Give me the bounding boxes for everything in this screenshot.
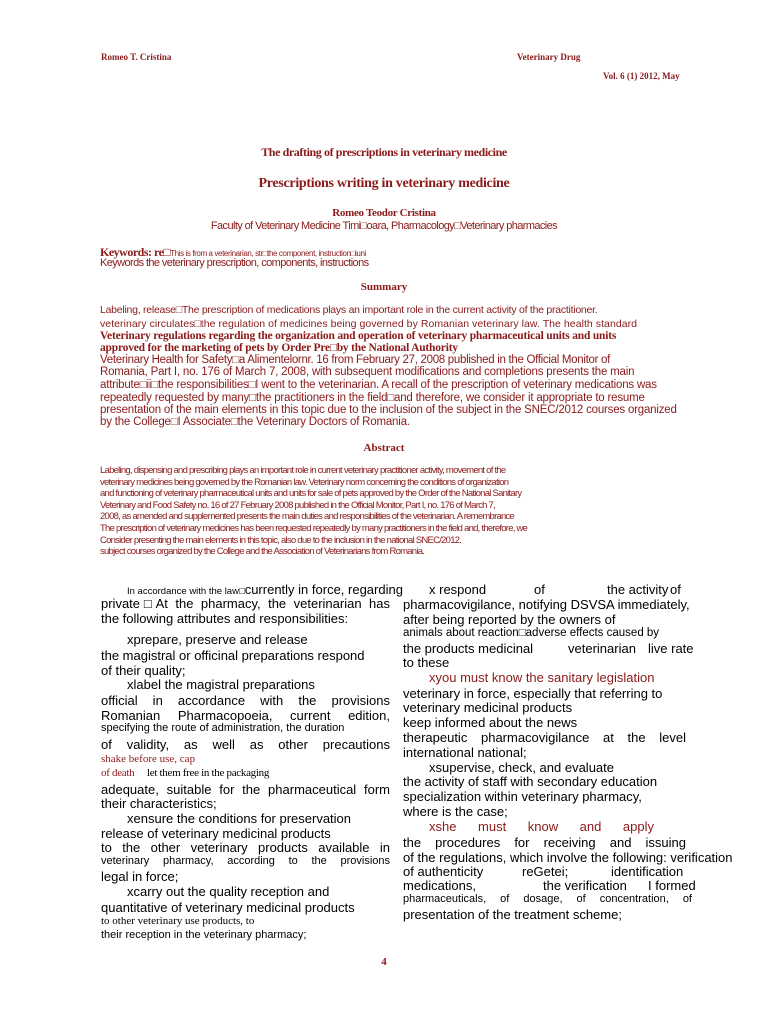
right-column-line: specialization within veterinary pharmacy,	[403, 789, 642, 804]
left-column-line: of validity, as well as other precautions	[101, 737, 390, 752]
left-column-line: veterinary pharmacy, according to the provisions	[101, 855, 390, 867]
summary-line: veterinary circulates□the regulation of medicines being governed by Romanian veterinary law. The health standard	[100, 318, 638, 330]
summary-line: presentation of the main elements in this topic due to the inclusion of the subject in the SNEC/2012 courses organized	[100, 404, 677, 416]
summary-line: Romania, Part I, no. 176 of March 7, 2008, with subsequent modifications and completions presents the main	[100, 366, 635, 378]
summary-line: attribute□ii□the responsibilities□I went to the veterinarian. A recall of the prescription of veterinary medications was	[100, 379, 657, 391]
left-column-line: their characteristics;	[101, 796, 217, 811]
left-column-line: legal in force;	[101, 869, 179, 884]
right-column-line: I formed	[648, 878, 696, 893]
left-column-line: xprepare, preserve and release	[127, 632, 308, 647]
left-column-line: let them free in the packaging	[147, 767, 270, 779]
author-name: Romeo Teodor Cristina	[332, 207, 436, 219]
title-english: Prescriptions writing in veterinary medicine	[258, 176, 510, 191]
left-column-line: private□At the pharmacy, the veterinarian has	[101, 596, 390, 611]
right-column-line: of	[534, 582, 545, 597]
abstract-heading: Abstract	[363, 442, 405, 454]
abstract-line: 2008, as amended and supplemented presents the main duties and responsibilities of the veterinarian. A remembrance	[100, 511, 515, 523]
left-column-line: to the other veterinary products available in	[101, 840, 390, 855]
keywords-label: Keywords: re□	[100, 245, 171, 259]
left-column-line: of death	[101, 767, 135, 779]
right-column-line: the activity	[607, 582, 669, 597]
left-column-line: their reception in the veterinary pharmacy;	[101, 929, 307, 941]
right-column-line: xsupervise, check, and evaluate	[429, 760, 614, 775]
summary-heading: Summary	[360, 281, 408, 293]
abstract-line: veterinary medicines being governed by the Romanian law. Veterinary norm concerning the conditions of organization	[100, 476, 509, 488]
summary-line: by the College□I Associate□the Veterinary Doctors of Romania.	[100, 416, 410, 428]
left-column-line: shake before use, cap	[101, 753, 196, 765]
right-column-line: veterinarian	[568, 641, 636, 656]
summary-line: repeatedly requested by many□the practitioners in the field□and therefore, we consider it appropriate to resume	[100, 392, 645, 404]
left-column-line: official in accordance with the provisions	[101, 693, 390, 708]
abstract-line: subject courses organized by the College and the Association of Veterinarians from Romania.	[100, 546, 425, 558]
affiliation: Faculty of Veterinary Medicine Timi□oara, Pharmacology□Veterinary pharmacies	[210, 220, 558, 232]
right-column-line: x respond	[429, 582, 487, 597]
right-column-line: veterinary medicinal products	[403, 700, 573, 715]
page-number: 4	[381, 956, 387, 968]
right-column-line: keep informed about the news	[403, 715, 578, 730]
left-intro-normal: currently in force, regarding	[244, 582, 403, 597]
abstract-line: Labeling, dispensing and prescribing plays an important role in current veterinary practitioner activity, movement of the	[100, 465, 506, 476]
right-column-line: reGetei;	[522, 864, 569, 879]
abstract-line: and functioning of veterinary pharmaceutical units and units for sale of pets approved by the Order of the National Sanitary	[100, 488, 522, 500]
summary-line: Veterinary regulations regarding the organization and operation of veterinary pharmaceutical units and units	[100, 330, 617, 342]
right-column-line: xshe must know and apply	[429, 819, 654, 834]
left-column-line: the magistral or officinal preparations respond	[101, 648, 365, 663]
left-column-line: to other veterinary use products, to	[101, 915, 255, 927]
right-column-line: xyou must know the sanitary legislation	[429, 670, 655, 685]
summary-line: Labeling, release□The prescription of medications plays an important role in the current activity of the practitioner.	[100, 304, 598, 316]
left-column-line: xcarry out the quality reception and	[127, 884, 330, 899]
right-column-line: the activity of staff with secondary education	[403, 774, 658, 789]
right-column-line: medications,	[403, 878, 476, 893]
right-column-line: pharmaceuticals, of dosage, of concentration, of	[403, 893, 692, 905]
left-intro-small: In accordance with the law□	[127, 586, 245, 597]
left-column-line: the following attributes and responsibilities:	[101, 611, 349, 626]
left-column-line: xensure the conditions for preservation	[127, 811, 352, 826]
summary-line: approved for the marketing of pets by Order Pre□by the National Authority	[100, 342, 458, 354]
right-column-line: identification	[611, 864, 684, 879]
right-column-line: international national;	[403, 745, 527, 760]
left-column-line: Romanian Pharmacopoeia, current edition,	[101, 708, 390, 723]
left-column-line: adequate, suitable for the pharmaceutical form	[101, 782, 390, 797]
abstract-line: The prescription of veterinary medicines has been requested repeatedly by many practitioners in the field and, therefore, we	[100, 523, 528, 534]
right-column-line: to these	[403, 655, 450, 670]
running-header-author: Romeo T. Cristina	[101, 52, 172, 62]
left-column-line: xlabel the magistral preparations	[127, 677, 315, 692]
right-column-line: where is the case;	[403, 804, 508, 819]
right-column-line: of	[670, 582, 681, 597]
keywords-en: Keywords the veterinary prescription, components, instructions	[100, 257, 369, 269]
right-column-line: the products medicinal	[403, 641, 534, 656]
left-column-line: specifying the route of administration, the duration	[101, 722, 345, 734]
right-column-line: therapeutic pharmacovigilance at the level	[403, 730, 686, 745]
abstract-line: Consider presenting the main elements in this topic, also due to the inclusion in the national SNEC/2012.	[100, 534, 462, 546]
keywords-ro-text: This is from a veterinarian, str□the component, instruction□iuni	[170, 249, 366, 258]
summary-line: Veterinary Health for Safety□a Alimentelornr. 16 from February 27, 2008 published in the Official Monitor of	[100, 354, 611, 366]
left-column-line: release of veterinary medicinal products	[101, 826, 331, 841]
running-header-journal: Veterinary Drug	[517, 52, 581, 62]
right-column-line: live rate	[648, 641, 694, 656]
right-column-line: veterinary in force, especially that referring to	[403, 686, 663, 701]
left-column-line: quantitative of veterinary medicinal products	[101, 900, 355, 915]
right-column-line: animals about reaction□adverse effects caused by	[403, 627, 660, 639]
right-column-line: of the regulations, which involve the following: verification	[403, 850, 733, 865]
left-column-line	[127, 582, 403, 597]
right-column-line: after being reported by the owners of	[403, 612, 616, 627]
left-column-line: of their quality;	[101, 663, 186, 678]
right-column-line: presentation of the treatment scheme;	[403, 907, 622, 922]
right-column-line: of authenticity	[403, 864, 484, 879]
title-romanian: The drafting of prescriptions in veterinary medicine	[261, 145, 507, 159]
abstract-line: Veterinary and Food Safety no. 16 of 27 February 2008 published in the Official Monitor, Part I, no. 176 of March 7,	[100, 499, 495, 511]
right-column-line: the procedures for receiving and issuing	[403, 835, 686, 850]
right-column-line: the verification	[543, 878, 627, 893]
right-column-line: pharmacovigilance, notifying DSVSA immediately,	[403, 597, 690, 612]
running-header-volume: Vol. 6 (1) 2012, May	[603, 71, 680, 81]
